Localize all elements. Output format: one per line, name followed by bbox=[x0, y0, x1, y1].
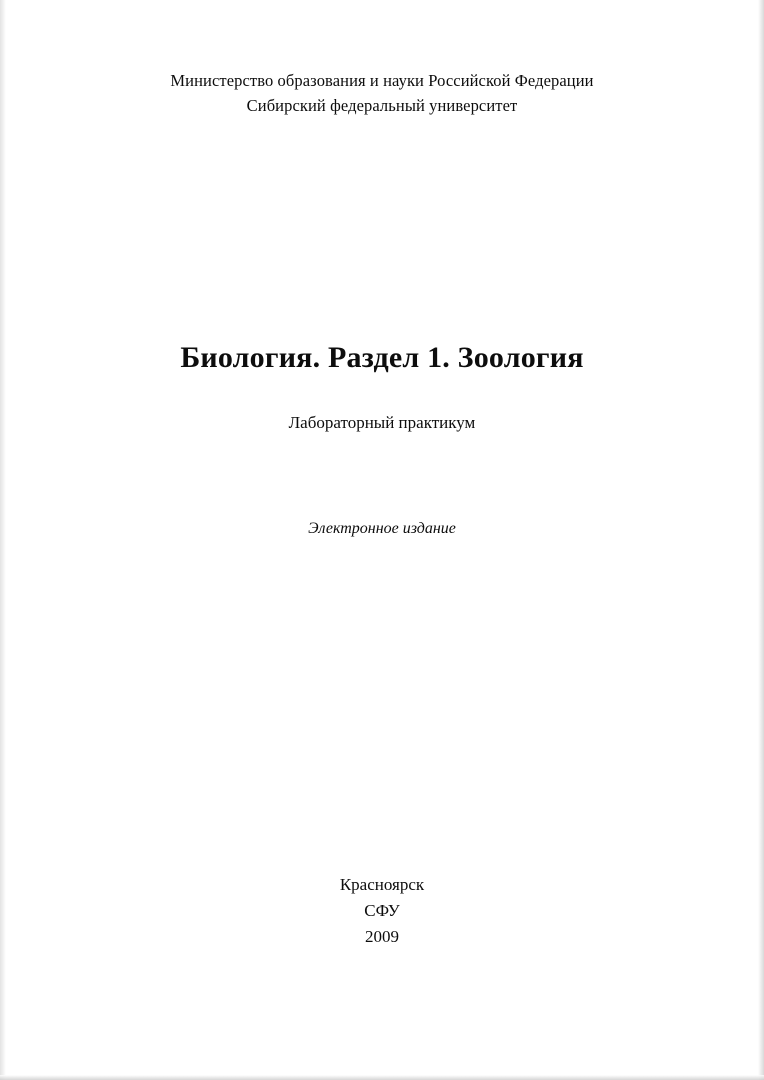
title-group bbox=[0, 340, 764, 434]
scan-edge-bottom bbox=[0, 1075, 764, 1080]
edition-note: Электронное издание bbox=[308, 520, 456, 537]
imprint-year: 2009 bbox=[365, 927, 399, 946]
university-line: Сибирский федеральный университет bbox=[246, 96, 518, 115]
imprint-group bbox=[0, 872, 764, 950]
imprint-city: Красноярск bbox=[339, 875, 425, 894]
page-title: Биология. Раздел 1. Зоология bbox=[180, 341, 584, 374]
imprint-publisher: СФУ bbox=[364, 901, 400, 920]
edition-group bbox=[0, 518, 764, 540]
page-subtitle: Лабораторный практикум bbox=[288, 413, 476, 432]
ministry-line: Министерство образования и науки Российской Федерации bbox=[170, 71, 594, 90]
publisher-header bbox=[0, 68, 764, 118]
